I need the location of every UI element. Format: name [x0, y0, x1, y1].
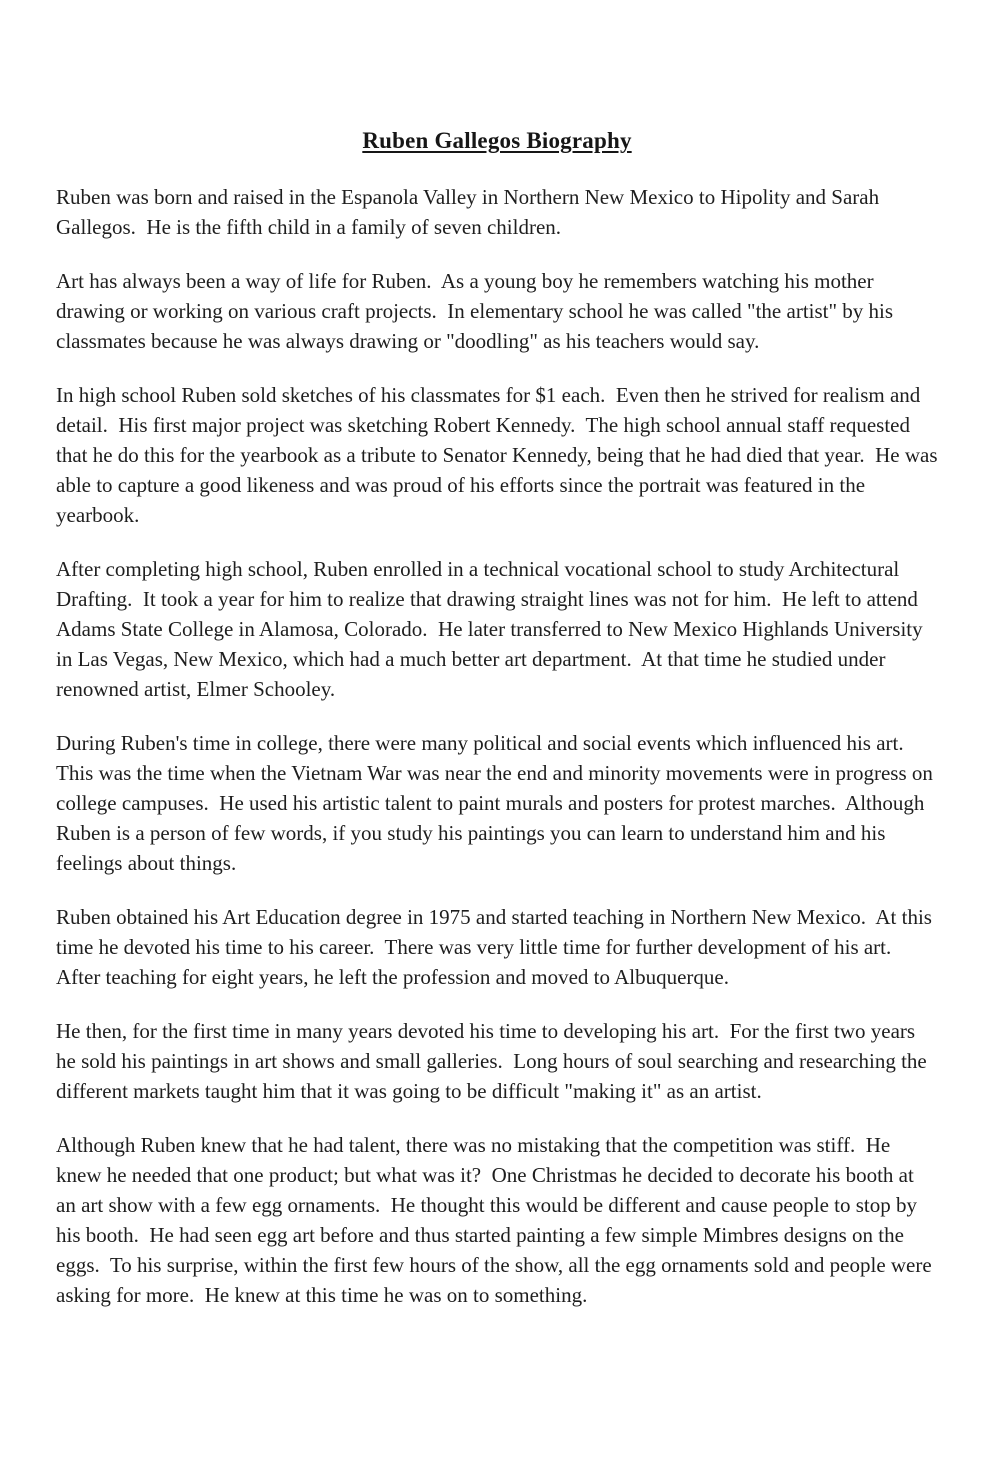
paragraph-egg-ornaments: Although Ruben knew that he had talent, there was no mistaking that the competition was stiff. He knew he needed that one product; but what was it? One Christmas he decided to decorate his booth at an art show with a few egg ornaments. He thought this would be different and cause people to stop by his booth. He had seen egg art before and thus started painting a few simple Mimbres designs on the eggs. To his surprise, within the first few hours of the show, all the egg ornaments sold and people were asking for more. He knew at this time he was on to something. [56, 1133, 937, 1307]
document-body [56, 182, 943, 1310]
paragraph-college-influences: During Ruben's time in college, there were many political and social events which influenced his art. This was the time when the Vietnam War was near the end and minority movements were in progress on college campuses. He used his artistic talent to paint murals and posters for protest marches. Although Ruben is a person of few words, if you study his paintings you can learn to understand him and his feelings about things. [56, 731, 939, 875]
paragraph-high-school: In high school Ruben sold sketches of his classmates for $1 each. Even then he strived for realism and detail. His first major project was sketching Robert Kennedy. The high school annual staff requested that he do this for the yearbook as a tribute to Senator Kennedy, being that he had died that year. He was able to capture a good likeness and was proud of his efforts since the portrait was featured in the yearbook. [56, 383, 943, 527]
paragraph-college: After completing high school, Ruben enrolled in a technical vocational school to study Architectural Drafting. It took a year for him to realize that drawing straight lines was not for him. He left to attend Adams State College in Alamosa, Colorado. He later transferred to New Mexico Highlands University in Las Vegas, New Mexico, which had a much better art department. At that time he studied under renowned artist, Elmer Schooley. [56, 557, 928, 701]
paragraph-birth-family: Ruben was born and raised in the Espanola Valley in Northern New Mexico to Hipolity and Sarah Gallegos. He is the fifth child in a family of seven children. [56, 185, 885, 239]
paragraph-developing-art: He then, for the first time in many years devoted his time to developing his art. For the first two years he sold his paintings in art shows and small galleries. Long hours of soul searching and researching the different markets taught him that it was going to be difficult "making it" as an artist. [56, 1019, 932, 1103]
paragraph-teaching-career: Ruben obtained his Art Education degree in 1975 and started teaching in Northern New Mexico. At this time he devoted his time to his career. There was very little time for further development of his art. After teaching for eight years, he left the profession and moved to Albuquerque. [56, 905, 938, 989]
paragraph-childhood-art: Art has always been a way of life for Ruben. As a young boy he remembers watching his mother drawing or working on various craft projects. In elementary school he was called "the artist" by his classmates because he was always drawing or "doodling" as his teachers would say. [56, 269, 899, 353]
document-title: Ruben Gallegos Biography [362, 128, 632, 153]
